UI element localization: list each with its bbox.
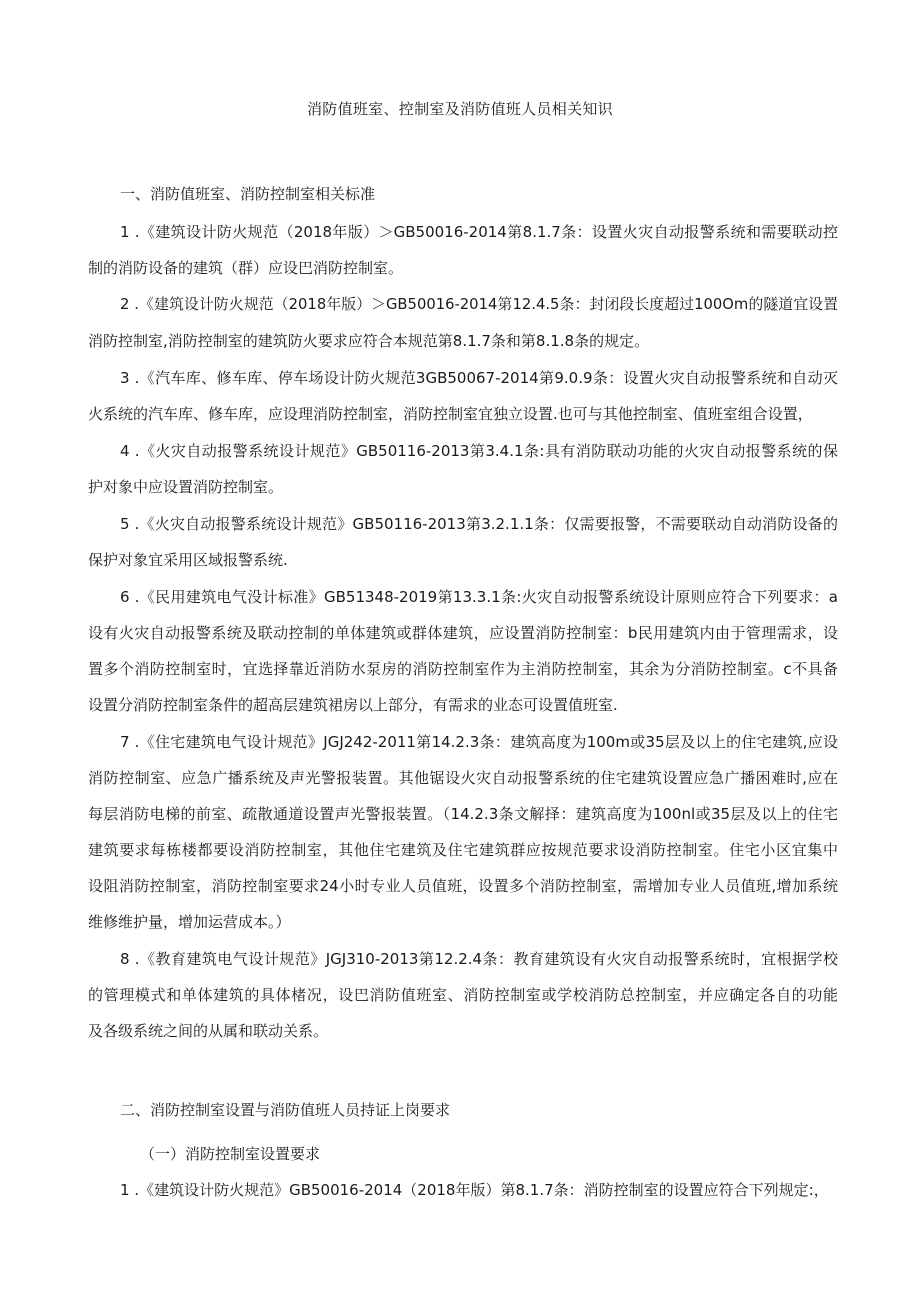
text-line: 维修维护量，增加运营成本。） — [88, 913, 291, 931]
text-line: 护对象中应设置消防控制室。 — [88, 478, 284, 496]
text-line: 建筑要求每栋楼都要设消防控制室，其他住宅建筑及住宅建筑群应按规范要求设消防控制室。住宅小区宜集中 — [88, 841, 838, 859]
text-line: 的管理模式和单体建筑的具体楮况，设巴消防值班室、消防控制室或学校消防总控制室，并应确定各自的功能 — [88, 986, 838, 1004]
numbered-item — [88, 506, 838, 578]
text-line: 4 .《火灾自动报警系统设计规范》GB50116-2013第3.4.1条:具有消防联动功能的火灾自动报警系统的保 — [120, 442, 838, 460]
section-heading: 二、消防控制室设置与消防值班人员持证上岗要求 — [120, 1101, 451, 1119]
numbered-item — [88, 724, 838, 940]
text-line: 设置分消防控制室条件的超高层建筑裙房以上部分，有需求的业态可设置值班室. — [88, 696, 618, 714]
text-line: 制的消防设备的建筑（群）应设巴消防控制室。 — [88, 259, 404, 277]
text-line: 及各级系统之间的从属和联动关系。 — [88, 1022, 329, 1040]
text-line: 设阻消防控制室，消防控制室要求24小时专业人员值班，设置多个消防控制室，需增加专业人员值班,增加系统 — [88, 877, 838, 895]
text-line: 1 .《建筑设计防火规范（2018年版）＞GB50016-2014第8.1.7条：设置火灾自动报警系统和需要联动控 — [120, 223, 838, 241]
text-line: 5 .《火灾自动报警系统设计规范》GB50116-2013第3.2.1.1条：仅需要报警，不需要联动自动消防设备的 — [120, 515, 838, 533]
text-line: 保护对象宜采用区域报警系统. — [88, 551, 288, 569]
numbered-item — [88, 214, 838, 286]
numbered-item — [88, 579, 838, 723]
text-line: 设有火灾自动报警系统及联动控制的单体建筑或群体建筑，应设置消防控制室：b民用建筑内由于管理需求，设 — [88, 624, 838, 642]
text-line: 2 .《建筑设计防火规范（2018年版）＞GB50016-2014第12.4.5条：封闭段长度超过100Om的隧道宜设置 — [120, 296, 838, 313]
text-line: 3 .《汽车库、修车库、停车场设计防火规范3GB50067-2014第9.0.9条：设置火灾自动报警系统和自动灭 — [120, 369, 838, 387]
text-line: 火系统的汽车库、修车库，应设理消防控制室，消防控制室宜独立设置.也可与其他控制室、值班室组合设置， — [88, 405, 813, 423]
numbered-item — [88, 433, 838, 505]
numbered-item — [88, 941, 838, 1049]
section-heading: 一、消防值班室、消防控制室相关标准 — [120, 185, 376, 203]
numbered-item — [88, 287, 838, 359]
text-line: 6 .《民用建筑电气没计标准》GB51348-2019第13.3.1条:火灾自动报警系统设计原则应符合下列要求：a — [120, 588, 838, 606]
paragraph: 1 .《建筑设计防火规范》GB50016-2014（2018年版）第8.1.7条：消防控制室的设置应符合下列规定:， — [120, 1181, 829, 1199]
text-line: 7 .《住宅建筑电气设计规范》JGJ242-2011第14.2.3条：建筑高度为100m或35层及以上的住宅建筑,应设 — [120, 733, 838, 751]
document-title: 消防值班室、控制室及消防值班人员相关知识 — [306, 100, 613, 118]
subsection-heading: （一）消防控制室设置要求 — [140, 1145, 321, 1163]
text-line: 8 .《教育建筑电气设计规范》JGJ310-2013第12.2.4条：教育建筑设有火灾自动报警系统时，宜根据学校 — [120, 950, 838, 968]
text-line: 消防控制室、应急广播系统及声光警报装置。其他锯设火灾自动报警系统的住宅建筑设置应急广播困难时,应在 — [88, 769, 838, 787]
text-line: 置多个消防控制室时，宜选择靠近消防水泵房的消防控制室作为主消防控制室，其余为分消防控制室。c不具备 — [88, 660, 838, 678]
numbered-item — [88, 360, 838, 432]
text-line: 每层消防电梯的前室、疏散通道设置声光警报装置。（14.2.3条文解择：建筑高度为100nl或35层及以上的住宅 — [88, 805, 838, 823]
text-line: 消防控制室,消防控制室的建筑防火要求应符合本规范第8.1.7条和第8.1.8条的规定。 — [88, 332, 650, 350]
